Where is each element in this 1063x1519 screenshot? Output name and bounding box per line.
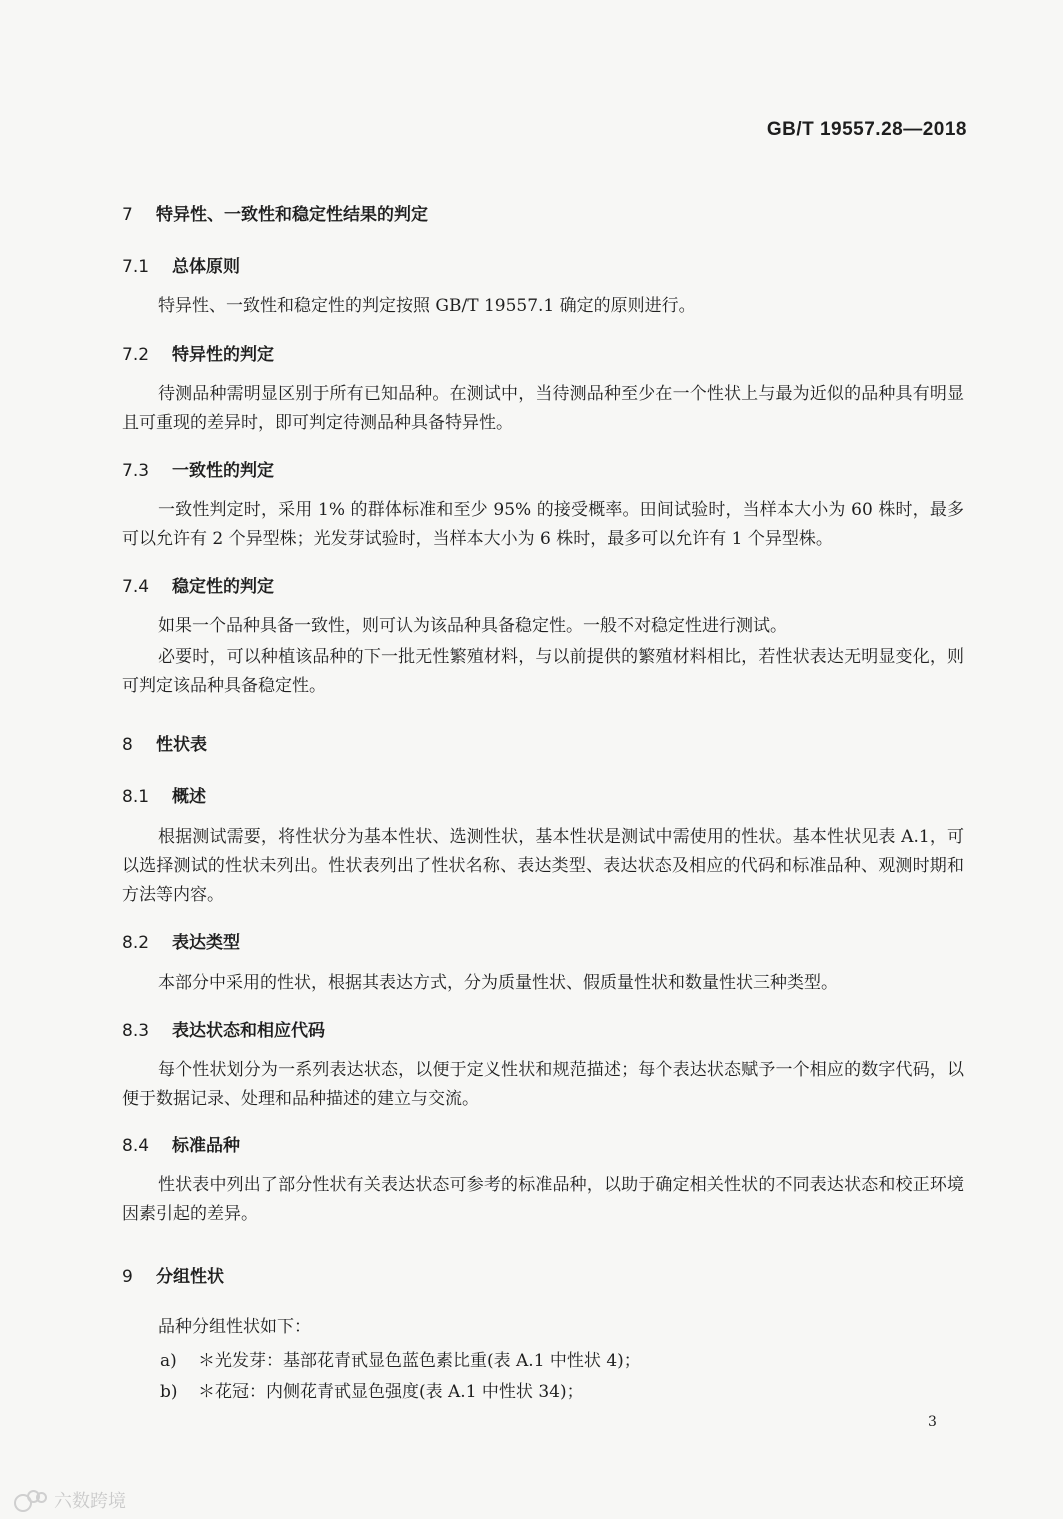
section-title: 概述 [172,787,206,807]
section-title: 表达状态和相应代码 [172,1021,325,1041]
list-item-marker: b) [160,1382,178,1402]
section-number: 7 [122,205,133,225]
section-heading-7-2 [122,340,274,365]
section-heading-8-3 [122,1016,325,1041]
section-title: 总体原则 [172,257,240,277]
section-number: 8.2 [122,933,150,953]
paragraph-8-3: 每个性状划分为一系列表达状态，以便于定义性状和规范描述；每个表达状态赋予一个相应的数字代码，以便于数据记录、处理和品种描述的建立与交流。 [122,1060,964,1109]
section-number: 9 [122,1267,133,1287]
watermark-logo-icon [14,1488,48,1512]
section-heading-7-3 [122,456,274,481]
list-item-text: ＊光发芽：基部花青甙显色蓝色素比重(表 A.1 中性状 4)； [198,1351,641,1371]
watermark-text: 六数跨境 [54,1491,126,1512]
watermark [14,1487,126,1513]
paragraph-7-2: 待测品种需明显区别于所有已知品种。在测试中，当待测品种至少在一个性状上与最为近似的品种具有明显且可重现的差异时，即可判定待测品种具备特异性。 [122,384,964,433]
section-number: 7.3 [122,461,150,481]
paragraph-7-1: 特异性、一致性和稳定性的判定按照 GB/T 19557.1 确定的原则进行。 [158,296,696,316]
section-number: 7.2 [122,345,150,365]
section-heading-9 [122,1262,224,1287]
section-title: 表达类型 [172,933,240,953]
list-item [160,1377,584,1402]
section-number: 7.1 [122,257,150,277]
section-title: 标准品种 [172,1136,240,1156]
section-heading-8-4 [122,1131,240,1156]
section-title: 分组性状 [156,1267,224,1287]
list-item-text: ＊花冠：内侧花青甙显色强度(表 A.1 中性状 34)； [198,1382,584,1402]
section-number: 8 [122,735,133,755]
section-heading-7-1 [122,252,240,277]
section-heading-8 [122,730,207,755]
list-item [160,1346,641,1371]
paragraph-7-3: 一致性判定时，采用 1% 的群体标准和至少 95% 的接受概率。田间试验时，当样本大小为 60 株时，最多可以允许有 2 个异型株；光发芽试验时，当样本大小为 6 株时，最多可以允许有 1 个异型株。 [122,500,964,549]
paragraph-8-4: 性状表中列出了部分性状有关表达状态可参考的标准品种，以助于确定相关性状的不同表达状态和校正环境因素引起的差异。 [122,1175,964,1224]
section-title: 特异性的判定 [172,345,274,365]
paragraph-9-intro: 品种分组性状如下： [158,1317,311,1337]
section-heading-7-4 [122,572,274,597]
paragraph-7-4-2: 必要时，可以种植该品种的下一批无性繁殖材料，与以前提供的繁殖材料相比，若性状表达无明显变化，则可判定该品种具备稳定性。 [122,647,964,696]
page-number: 3 [928,1414,937,1430]
section-number: 8.1 [122,787,150,807]
paragraph-7-4-1: 如果一个品种具备一致性，则可认为该品种具备稳定性。一般不对稳定性进行测试。 [158,616,787,636]
paragraph-8-1: 根据测试需要，将性状分为基本性状、选测性状，基本性状是测试中需使用的性状。基本性状见表 A.1，可以选择测试的性状未列出。性状表列出了性状名称、表达类型、表达状态及相应的代码和标准品种、观测时期和方法等内容。 [122,827,964,905]
section-title: 稳定性的判定 [172,577,274,597]
section-number: 8.3 [122,1021,150,1041]
list-item-marker: a) [160,1351,177,1371]
section-number: 8.4 [122,1136,150,1156]
section-title: 性状表 [156,735,207,755]
section-heading-7 [122,200,428,225]
section-title: 特异性、一致性和稳定性结果的判定 [156,205,428,225]
section-title: 一致性的判定 [172,461,274,481]
section-heading-8-2 [122,928,240,953]
document-code: GB/T 19557.28—2018 [766,119,967,140]
section-heading-8-1 [122,782,206,807]
section-number: 7.4 [122,577,150,597]
paragraph-8-2: 本部分中采用的性状，根据其表达方式，分为质量性状、假质量性状和数量性状三种类型。 [158,973,838,993]
